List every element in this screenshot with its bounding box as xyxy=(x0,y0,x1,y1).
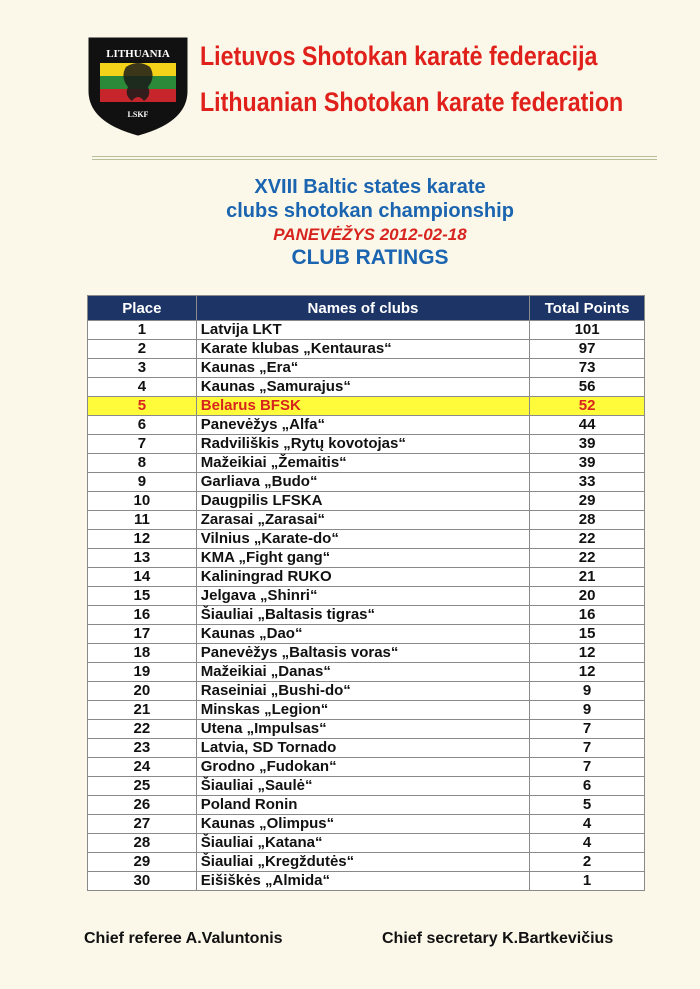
place-cell: 10 xyxy=(88,492,197,511)
points-cell: 20 xyxy=(530,587,645,606)
logo-text-top: LITHUANIA xyxy=(106,48,170,60)
place-cell: 12 xyxy=(88,530,197,549)
tiger-emblem-icon xyxy=(123,63,152,101)
club-name-cell: Jelgava „Shinri“ xyxy=(196,587,529,606)
club-name-cell: Šiauliai „Kregždutės“ xyxy=(196,853,529,872)
points-cell: 9 xyxy=(530,682,645,701)
table-row xyxy=(88,682,645,701)
section-title: CLUB RATINGS xyxy=(291,246,449,269)
club-name-cell: Radviliškis „Rytų kovotojas“ xyxy=(196,435,529,454)
place-cell: 15 xyxy=(88,587,197,606)
club-name-cell: Daugpilis LFSKA xyxy=(196,492,529,511)
table-row xyxy=(88,416,645,435)
points-cell: 73 xyxy=(530,359,645,378)
points-cell: 101 xyxy=(530,321,645,340)
points-cell: 39 xyxy=(530,435,645,454)
place-cell: 17 xyxy=(88,625,197,644)
column-header-club: Names of clubs xyxy=(196,296,529,321)
place-cell: 30 xyxy=(88,872,197,891)
place-cell: 5 xyxy=(88,397,197,416)
table-row xyxy=(88,321,645,340)
place-cell: 28 xyxy=(88,834,197,853)
table-row xyxy=(88,739,645,758)
points-cell: 22 xyxy=(530,530,645,549)
table-row xyxy=(88,511,645,530)
points-cell: 4 xyxy=(530,834,645,853)
club-name-cell: Kaliningrad RUKO xyxy=(196,568,529,587)
club-name-cell: Kaunas „Era“ xyxy=(196,359,529,378)
column-header-points: Total Points xyxy=(530,296,645,321)
table-row xyxy=(88,435,645,454)
points-cell: 15 xyxy=(530,625,645,644)
club-name-cell: Panevėžys „Baltasis voras“ xyxy=(196,644,529,663)
place-cell: 18 xyxy=(88,644,197,663)
place-cell: 3 xyxy=(88,359,197,378)
club-name-cell: Belarus BFSK xyxy=(196,397,529,416)
club-name-cell: Latvija LKT xyxy=(196,321,529,340)
table-row xyxy=(88,663,645,682)
club-name-cell: Kaunas „Dao“ xyxy=(196,625,529,644)
club-name-cell: Zarasai „Zarasai“ xyxy=(196,511,529,530)
club-name-cell: Kaunas „Olimpus“ xyxy=(196,815,529,834)
place-cell: 13 xyxy=(88,549,197,568)
club-name-cell: Minskas „Legion“ xyxy=(196,701,529,720)
points-cell: 97 xyxy=(530,340,645,359)
table-row xyxy=(88,644,645,663)
points-cell: 28 xyxy=(530,511,645,530)
place-cell: 20 xyxy=(88,682,197,701)
place-cell: 2 xyxy=(88,340,197,359)
club-name-cell: Kaunas „Samurajus“ xyxy=(196,378,529,397)
points-cell: 44 xyxy=(530,416,645,435)
club-name-cell: Panevėžys „Alfa“ xyxy=(196,416,529,435)
table-row xyxy=(88,473,645,492)
divider xyxy=(92,156,657,157)
points-cell: 5 xyxy=(530,796,645,815)
place-cell: 29 xyxy=(88,853,197,872)
place-cell: 9 xyxy=(88,473,197,492)
place-cell: 1 xyxy=(88,321,197,340)
table-row xyxy=(88,796,645,815)
table-row xyxy=(88,853,645,872)
club-name-cell: Mažeikiai „Danas“ xyxy=(196,663,529,682)
chief-secretary: Chief secretary K.Bartkevičius xyxy=(382,930,614,947)
table-body xyxy=(88,321,645,891)
table-row xyxy=(88,587,645,606)
event-title-line2: clubs shotokan championship xyxy=(226,200,514,222)
table-row xyxy=(88,777,645,796)
club-name-cell: Karate klubas „Kentauras“ xyxy=(196,340,529,359)
points-cell: 12 xyxy=(530,663,645,682)
table-row xyxy=(88,492,645,511)
event-place-date: PANEVĖŽYS 2012-02-18 xyxy=(273,225,467,244)
points-cell: 22 xyxy=(530,549,645,568)
table-row xyxy=(88,568,645,587)
points-cell: 29 xyxy=(530,492,645,511)
club-ratings-table xyxy=(87,295,645,891)
divider xyxy=(92,159,657,160)
table-row xyxy=(88,834,645,853)
table-row xyxy=(88,530,645,549)
place-cell: 25 xyxy=(88,777,197,796)
points-cell: 7 xyxy=(530,739,645,758)
club-name-cell: Eišiškės „Almida“ xyxy=(196,872,529,891)
club-name-cell: Poland Ronin xyxy=(196,796,529,815)
table-row xyxy=(88,606,645,625)
place-cell: 24 xyxy=(88,758,197,777)
club-name-cell: Vilnius „Karate-do“ xyxy=(196,530,529,549)
points-cell: 12 xyxy=(530,644,645,663)
table-row xyxy=(88,872,645,891)
place-cell: 27 xyxy=(88,815,197,834)
club-name-cell: Šiauliai „Saulė“ xyxy=(196,777,529,796)
club-name-cell: Šiauliai „Katana“ xyxy=(196,834,529,853)
place-cell: 23 xyxy=(88,739,197,758)
club-name-cell: Utena „Impulsas“ xyxy=(196,720,529,739)
points-cell: 7 xyxy=(530,720,645,739)
table-row xyxy=(88,454,645,473)
federation-title-lt: Lietuvos Shotokan karatė federacija xyxy=(200,41,598,71)
place-cell: 16 xyxy=(88,606,197,625)
federation-logo xyxy=(86,33,190,137)
table-row xyxy=(88,397,645,416)
club-name-cell: Grodno „Fudokan“ xyxy=(196,758,529,777)
points-cell: 4 xyxy=(530,815,645,834)
place-cell: 8 xyxy=(88,454,197,473)
club-name-cell: Mažeikiai „Žemaitis“ xyxy=(196,454,529,473)
club-name-cell: Latvia, SD Tornado xyxy=(196,739,529,758)
points-cell: 52 xyxy=(530,397,645,416)
table-header-row xyxy=(88,296,645,321)
table-row xyxy=(88,359,645,378)
place-cell: 19 xyxy=(88,663,197,682)
table-row xyxy=(88,378,645,397)
club-name-cell: Raseiniai „Bushi-do“ xyxy=(196,682,529,701)
points-cell: 9 xyxy=(530,701,645,720)
table-row xyxy=(88,701,645,720)
points-cell: 1 xyxy=(530,872,645,891)
place-cell: 22 xyxy=(88,720,197,739)
column-header-place: Place xyxy=(88,296,197,321)
points-cell: 33 xyxy=(530,473,645,492)
points-cell: 39 xyxy=(530,454,645,473)
club-name-cell: KMA „Fight gang“ xyxy=(196,549,529,568)
points-cell: 16 xyxy=(530,606,645,625)
table-row xyxy=(88,720,645,739)
table-row xyxy=(88,549,645,568)
event-title-line1: XVIII Baltic states karate xyxy=(254,176,486,198)
place-cell: 6 xyxy=(88,416,197,435)
club-name-cell: Šiauliai „Baltasis tigras“ xyxy=(196,606,529,625)
points-cell: 7 xyxy=(530,758,645,777)
club-name-cell: Garliava „Budo“ xyxy=(196,473,529,492)
place-cell: 11 xyxy=(88,511,197,530)
logo-text-bottom: LSKF xyxy=(127,110,149,119)
points-cell: 2 xyxy=(530,853,645,872)
table-row xyxy=(88,340,645,359)
points-cell: 6 xyxy=(530,777,645,796)
place-cell: 4 xyxy=(88,378,197,397)
table-row xyxy=(88,758,645,777)
place-cell: 26 xyxy=(88,796,197,815)
place-cell: 21 xyxy=(88,701,197,720)
points-cell: 21 xyxy=(530,568,645,587)
federation-title-en: Lithuanian Shotokan karate federation xyxy=(200,87,624,117)
points-cell: 56 xyxy=(530,378,645,397)
place-cell: 14 xyxy=(88,568,197,587)
place-cell: 7 xyxy=(88,435,197,454)
table-row xyxy=(88,815,645,834)
table-row xyxy=(88,625,645,644)
chief-referee: Chief referee A.Valuntonis xyxy=(84,930,283,947)
